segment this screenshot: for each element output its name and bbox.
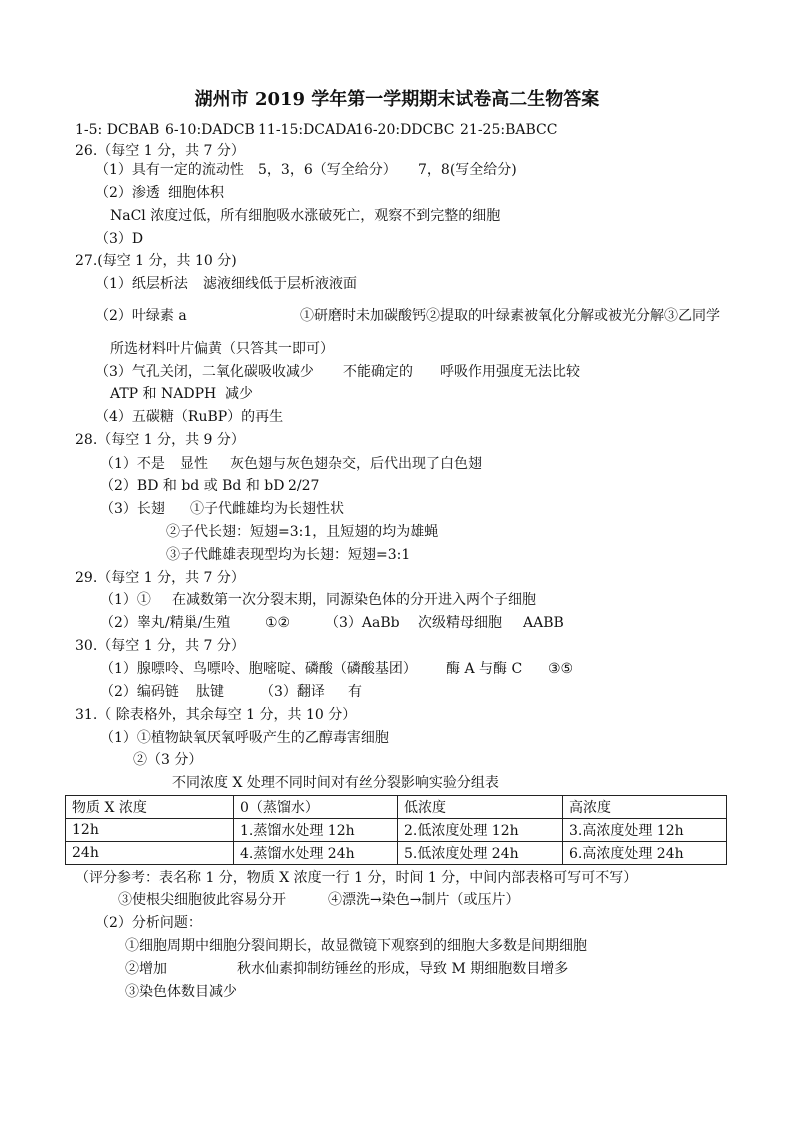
q28-answer-3c: ②子代长翅：短翅=3:1，且短翅的均为雄蝇 <box>166 524 439 540</box>
q27-answer-3c: 呼吸作用强度无法比较 <box>440 364 580 380</box>
q27-answer-3b: 不能确定的 <box>343 364 413 380</box>
table-header-cell: 物质 X 浓度 <box>66 796 234 819</box>
q28-answer-2a: （2）BD 和 bd 或 Bd 和 bD <box>100 478 285 494</box>
q31-answer-1d: ④漂洗→染色→制片（或压片） <box>328 892 520 908</box>
table-header-cell: 低浓度 <box>398 796 563 819</box>
q29-heading: 29.（每空 1 分，共 7 分） <box>75 570 245 586</box>
q27-answer-3a: （3）气孔关闭，二氧化碳吸收减少 <box>95 364 314 380</box>
q31-answer-2b: ②增加 <box>125 961 167 977</box>
table-row <box>66 842 727 865</box>
q29-answer-3b: 次级精母细胞 <box>418 615 502 631</box>
table-header-cell: 高浓度 <box>563 796 727 819</box>
q29-answer-2b: ①② <box>265 615 291 631</box>
q30-answer-3a: （3）翻译 <box>260 684 325 700</box>
q26-answer-2b: 细胞体积 <box>168 185 224 201</box>
choice-answers-1-5: 1-5: DCBAB <box>75 122 160 138</box>
table-cell: 1.蒸馏水处理 12h <box>234 819 398 842</box>
q26-answer-3: （3）D <box>95 231 144 247</box>
q26-answer-1c: 7，8(写全给分) <box>418 162 517 178</box>
q28-answer-1c: 灰色翅与灰色翅杂交，后代出现了白色翅 <box>230 456 482 472</box>
q28-answer-1b: 显性 <box>180 456 208 472</box>
q29-answer-1a: （1）① <box>100 592 151 608</box>
q29-answer-2a: （2）睾丸/精巢/生殖 <box>100 615 231 631</box>
q27-heading: 27.(每空 1 分，共 10 分) <box>75 253 237 269</box>
q31-answer-1a: （1）①植物缺氧厌氧呼吸产生的乙醇毒害细胞 <box>100 730 389 746</box>
q30-answer-2b: 肽键 <box>196 684 224 700</box>
q30-answer-3b: 有 <box>348 684 362 700</box>
q30-heading: 30.（每空 1 分，共 7 分） <box>75 638 245 654</box>
q27-answer-2b: ①研磨时未加碳酸钙②提取的叶绿素被氧化分解或被光分解③乙同学 <box>300 308 720 324</box>
q29-answer-3c: AABB <box>523 615 564 631</box>
q30-answer-1a: （1）腺嘌呤、鸟嘌呤、胞嘧啶、磷酸（磷酸基团） <box>100 661 417 677</box>
table-cell: 2.低浓度处理 12h <box>398 819 563 842</box>
q30-answer-1c: ③⑤ <box>548 661 574 677</box>
page-title: 湖州市 2019 学年第一学期期末试卷高二生物答案 <box>194 89 600 110</box>
table-cell: 12h <box>66 819 234 842</box>
q27-answer-2a: （2）叶绿素 a <box>95 308 187 324</box>
table-row <box>66 819 727 842</box>
q30-answer-1b: 酶 A 与酶 C <box>446 661 523 677</box>
q29-answer-1b: 在减数第一次分裂末期，同源染色体的分开进入两个子细胞 <box>172 592 536 608</box>
table-cell: 6.高浓度处理 24h <box>563 842 727 865</box>
q27-answer-3e: 减少 <box>225 386 253 402</box>
q26-heading: 26.（每空 1 分，共 7 分） <box>75 143 245 159</box>
q28-answer-3a: （3）长翅 <box>100 501 165 517</box>
q26-answer-1a: （1）具有一定的流动性 <box>95 162 244 178</box>
q26-answer-1b: 5，3，6（写全给分） <box>258 162 397 178</box>
q27-answer-1a: （1）纸层析法 <box>95 276 188 292</box>
q28-answer-2b: 2/27 <box>288 478 320 494</box>
q31-answer-1b: ②（3 分） <box>133 752 203 768</box>
choice-answers-11-15: 11-15:DCADA <box>258 122 357 138</box>
experiment-group-table <box>65 795 727 865</box>
table-cell: 3.高浓度处理 12h <box>563 819 727 842</box>
q31-answer-2c: 秋水仙素抑制纺锤丝的形成，导致 M 期细胞数目增多 <box>237 961 569 977</box>
q28-answer-3d: ③子代雌雄表现型均为长翅：短翅=3:1 <box>166 547 411 563</box>
choice-answers-21-25: 21-25:BABCC <box>460 122 558 138</box>
q27-answer-3d: ATP 和 NADPH <box>110 386 217 402</box>
q26-answer-2-note: NaCl 浓度过低，所有细胞吸水涨破死亡，观察不到完整的细胞 <box>110 208 501 224</box>
q27-answer-1b: 滤液细线低于层析液液面 <box>203 276 357 292</box>
table-cell: 5.低浓度处理 24h <box>398 842 563 865</box>
q31-answer-2a: ①细胞周期中细胞分裂间期长，故显微镜下观察到的细胞大多数是间期细胞 <box>125 938 587 954</box>
choice-answers-6-10: 6-10:DADCB <box>165 122 255 138</box>
q30-answer-2a: （2）编码链 <box>100 684 179 700</box>
q31-heading: 31.（ 除表格外，其余每空 1 分，共 10 分） <box>75 707 357 723</box>
table-title: 不同浓度 X 处理不同时间对有丝分裂影响实验分组表 <box>172 775 499 791</box>
q31-answer-2-heading: （2）分析问题： <box>95 915 202 931</box>
q26-answer-2a: （2）渗透 <box>95 185 160 201</box>
table-cell: 4.蒸馏水处理 24h <box>234 842 398 865</box>
q31-answer-2d: ③染色体数目减少 <box>125 984 237 1000</box>
table-cell: 24h <box>66 842 234 865</box>
q27-answer-2-cont: 所选材料叶片偏黄（只答其一即可） <box>110 341 334 357</box>
q29-answer-3a: （3）AaBb <box>325 615 400 631</box>
scoring-note: （评分参考：表名称 1 分，物质 X 浓度一行 1 分，时间 1 分，中间内部表格可写可不写） <box>75 870 638 886</box>
q31-answer-1c: ③使根尖细胞彼此容易分开 <box>118 892 286 908</box>
q28-answer-1a: （1）不是 <box>100 456 165 472</box>
table-header-row <box>66 796 727 819</box>
table-header-cell: 0（蒸馏水） <box>234 796 398 819</box>
q28-heading: 28.（每空 1 分，共 9 分） <box>75 432 245 448</box>
choice-answers-16-20: 16-20:DDCBC <box>355 122 455 138</box>
q28-answer-3b: ①子代雌雄均为长翅性状 <box>190 501 344 517</box>
q27-answer-4: （4）五碳糖（RuBP）的再生 <box>95 409 284 425</box>
